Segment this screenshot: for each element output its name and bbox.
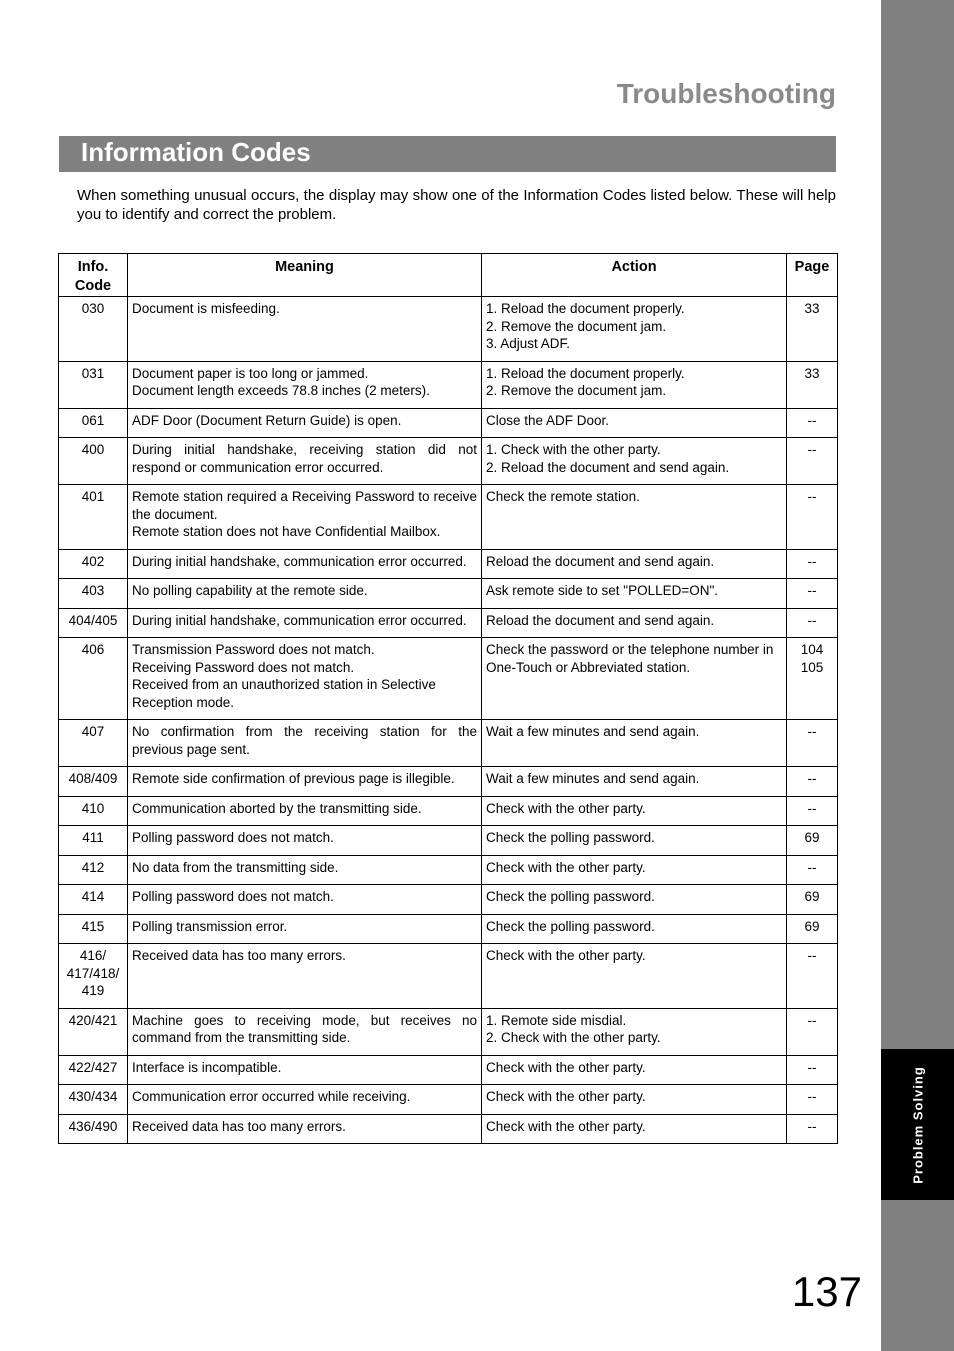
action-cell xyxy=(482,579,787,609)
info-code-cell: 436/490 xyxy=(59,1114,128,1144)
meaning-line: Document paper is too long or jammed. xyxy=(132,365,369,381)
action-cell xyxy=(482,297,787,362)
action-line: Ask remote side to set "POLLED=ON". xyxy=(486,583,719,598)
action-line: 2. Remove the document jam. xyxy=(486,383,667,398)
action-line: 1. Reload the document properly. xyxy=(486,365,685,381)
action-line: Wait a few minutes and send again. xyxy=(486,771,700,786)
info-code-cell: 404/405 xyxy=(59,608,128,638)
table-row xyxy=(59,579,838,609)
section-heading: Information Codes xyxy=(81,137,311,167)
table-row xyxy=(59,549,838,579)
meaning-line: Communication aborted by the transmitting side. xyxy=(132,800,422,816)
table-row xyxy=(59,408,838,438)
meaning-cell xyxy=(128,720,482,767)
meaning-line: No confirmation from the receiving station for the previous page sent. xyxy=(132,724,477,757)
header-info-code xyxy=(59,254,128,297)
info-code-cell: 407 xyxy=(59,720,128,767)
meaning-line: Receiving Password does not match. xyxy=(132,659,355,675)
page-ref: -- xyxy=(807,442,817,457)
meaning-line: No data from the transmitting side. xyxy=(132,859,339,875)
info-code-cell: 422/427 xyxy=(59,1055,128,1085)
meaning-line: Remote station required a Receiving Password to receive the document. xyxy=(132,489,477,522)
page-cell xyxy=(787,297,838,362)
page-cell xyxy=(787,1114,838,1144)
page-cell xyxy=(787,1055,838,1085)
page-cell xyxy=(787,361,838,408)
table-row xyxy=(59,297,838,362)
table-row xyxy=(59,767,838,797)
meaning-line: Machine goes to receiving mode, but receives no command from the transmitting side. xyxy=(132,1012,477,1045)
page-cell xyxy=(787,485,838,550)
meaning-cell xyxy=(128,608,482,638)
action-line: Reload the document and send again. xyxy=(486,553,715,569)
info-code-cell: 406 xyxy=(59,638,128,720)
page-ref: 33 xyxy=(804,301,820,316)
page-ref: -- xyxy=(807,1118,817,1134)
action-cell xyxy=(482,549,787,579)
action-cell xyxy=(482,638,787,720)
meaning-cell xyxy=(128,944,482,1009)
page-ref: -- xyxy=(807,1089,817,1104)
meaning-cell xyxy=(128,408,482,438)
meaning-line: Polling password does not match. xyxy=(132,830,334,845)
header-title: Troubleshooting xyxy=(616,78,836,109)
page-cell xyxy=(787,767,838,797)
meaning-line: Polling password does not match. xyxy=(132,889,334,904)
page-ref: -- xyxy=(807,948,817,963)
table-row xyxy=(59,361,838,408)
header-page: Page xyxy=(787,254,838,297)
info-code-cell: 402 xyxy=(59,549,128,579)
table-row xyxy=(59,1114,838,1144)
meaning-cell xyxy=(128,549,482,579)
action-line: 2. Remove the document jam. xyxy=(486,318,667,334)
page-ref: -- xyxy=(807,583,817,598)
meaning-cell xyxy=(128,361,482,408)
table-row xyxy=(59,826,838,856)
meaning-line: Received from an unauthorized station in Selective Reception mode. xyxy=(132,677,436,710)
page-cell xyxy=(787,855,838,885)
meaning-line: Polling transmission error. xyxy=(132,918,288,934)
meaning-cell xyxy=(128,826,482,856)
page-number: 137 xyxy=(791,1268,862,1315)
meaning-line: Remote side confirmation of previous page is illegible. xyxy=(132,771,455,786)
table-row xyxy=(59,944,838,1009)
section-heading-bar xyxy=(59,136,836,172)
page-cell xyxy=(787,914,838,944)
meaning-cell xyxy=(128,1114,482,1144)
info-code-cell: 031 xyxy=(59,361,128,408)
info-code-cell: 416/ 417/418/ 419 xyxy=(59,944,128,1009)
page-ref: -- xyxy=(807,489,817,504)
table-row xyxy=(59,914,838,944)
page-cell xyxy=(787,579,838,609)
page-ref: 105 xyxy=(800,659,824,675)
meaning-line: No polling capability at the remote side. xyxy=(132,583,368,598)
info-code-cell: 030 xyxy=(59,297,128,362)
table-row xyxy=(59,885,838,915)
meaning-line: Interface is incompatible. xyxy=(132,1059,282,1075)
action-line: Check with the other party. xyxy=(486,948,646,963)
meaning-line: Received data has too many errors. xyxy=(132,948,346,963)
page-cell xyxy=(787,608,838,638)
page-ref: -- xyxy=(807,1012,817,1028)
info-code-cell: 061 xyxy=(59,408,128,438)
action-cell xyxy=(482,1085,787,1115)
action-cell xyxy=(482,361,787,408)
page-ref: 69 xyxy=(804,918,820,934)
action-line: 2. Check with the other party. xyxy=(486,1030,661,1045)
meaning-cell xyxy=(128,796,482,826)
page-ref: 69 xyxy=(804,889,820,904)
action-line: Check the password or the telephone number in One-Touch or Abbreviated station. xyxy=(486,642,774,675)
info-code-cell: 401 xyxy=(59,485,128,550)
table-row xyxy=(59,1008,838,1055)
meaning-cell xyxy=(128,885,482,915)
action-line: Check the polling password. xyxy=(486,918,655,934)
action-line: Check with the other party. xyxy=(486,1089,646,1104)
action-cell xyxy=(482,1055,787,1085)
meaning-line: During initial handshake, communication error occurred. xyxy=(132,612,467,628)
page-cell xyxy=(787,796,838,826)
action-line: Check the remote station. xyxy=(486,489,640,504)
action-cell xyxy=(482,944,787,1009)
info-code-cell: 415 xyxy=(59,914,128,944)
table-row xyxy=(59,720,838,767)
page-ref: -- xyxy=(807,612,817,628)
meaning-cell xyxy=(128,297,482,362)
meaning-cell xyxy=(128,638,482,720)
action-cell xyxy=(482,1114,787,1144)
meaning-cell xyxy=(128,914,482,944)
page-ref: -- xyxy=(807,800,817,816)
action-cell xyxy=(482,914,787,944)
meaning-line: During initial handshake, communication error occurred. xyxy=(132,553,467,569)
action-cell xyxy=(482,408,787,438)
info-code-cell: 412 xyxy=(59,855,128,885)
page-cell xyxy=(787,720,838,767)
table-row xyxy=(59,638,838,720)
page-cell xyxy=(787,944,838,1009)
meaning-line: During initial handshake, receiving station did not respond or communication error occurred. xyxy=(132,442,477,475)
info-code-cell: 430/434 xyxy=(59,1085,128,1115)
action-line: Check with the other party. xyxy=(486,859,646,875)
meaning-cell xyxy=(128,579,482,609)
info-code-cell: 410 xyxy=(59,796,128,826)
page-cell xyxy=(787,1085,838,1115)
action-line: Reload the document and send again. xyxy=(486,612,715,628)
page-cell xyxy=(787,826,838,856)
info-code-cell: 400 xyxy=(59,438,128,485)
table-row xyxy=(59,485,838,550)
meaning-line: ADF Door (Document Return Guide) is open. xyxy=(132,412,402,428)
table-row xyxy=(59,438,838,485)
meaning-cell xyxy=(128,767,482,797)
table-row xyxy=(59,1085,838,1115)
page-cell xyxy=(787,638,838,720)
page-ref: 69 xyxy=(804,830,820,845)
action-line: Wait a few minutes and send again. xyxy=(486,724,700,739)
action-cell xyxy=(482,1008,787,1055)
action-line: 1. Check with the other party. xyxy=(486,442,661,457)
page-ref: -- xyxy=(807,859,817,875)
table-row xyxy=(59,855,838,885)
action-line: Check the polling password. xyxy=(486,889,655,904)
info-code-cell: 420/421 xyxy=(59,1008,128,1055)
header-meaning: Meaning xyxy=(128,254,482,297)
info-code-cell: 411 xyxy=(59,826,128,856)
action-line: Check with the other party. xyxy=(486,1059,646,1075)
meaning-cell xyxy=(128,485,482,550)
action-line: 2. Reload the document and send again. xyxy=(486,459,730,475)
action-cell xyxy=(482,608,787,638)
meaning-cell xyxy=(128,855,482,885)
action-cell xyxy=(482,885,787,915)
information-codes-table xyxy=(58,253,838,1144)
page-cell xyxy=(787,408,838,438)
page-cell xyxy=(787,885,838,915)
action-line: Close the ADF Door. xyxy=(486,412,610,428)
meaning-cell xyxy=(128,1085,482,1115)
action-cell xyxy=(482,485,787,550)
intro-paragraph: When something unusual occurs, the display may show one of the Information Codes listed below. These will help you to identify and correct the problem. xyxy=(77,187,836,223)
table-row xyxy=(59,796,838,826)
page-ref: -- xyxy=(807,412,817,428)
meaning-cell xyxy=(128,1055,482,1085)
page-ref: -- xyxy=(807,771,817,786)
info-code-cell: 408/409 xyxy=(59,767,128,797)
header-action: Action xyxy=(482,254,787,297)
action-line: Check with the other party. xyxy=(486,1118,646,1134)
page-ref: 104 xyxy=(800,642,824,657)
table-row xyxy=(59,1055,838,1085)
chapter-tab xyxy=(881,1049,954,1200)
action-line: Check with the other party. xyxy=(486,800,646,816)
page-cell xyxy=(787,1008,838,1055)
action-cell xyxy=(482,796,787,826)
action-line: 1. Reload the document properly. xyxy=(486,301,685,316)
header-info-code-label: Info. Code xyxy=(74,259,112,294)
table-header-row xyxy=(59,254,838,297)
page-ref: 33 xyxy=(804,365,820,381)
page-cell xyxy=(787,438,838,485)
meaning-line: Transmission Password does not match. xyxy=(132,642,375,657)
action-line: 1. Remote side misdial. xyxy=(486,1012,627,1028)
meaning-cell xyxy=(128,1008,482,1055)
action-line: 3. Adjust ADF. xyxy=(486,336,571,351)
info-code-cell: 414 xyxy=(59,885,128,915)
action-cell xyxy=(482,767,787,797)
page-ref: -- xyxy=(807,724,817,739)
page-cell xyxy=(787,549,838,579)
meaning-line: Remote station does not have Confidential Mailbox. xyxy=(132,524,441,539)
action-cell xyxy=(482,438,787,485)
action-cell xyxy=(482,720,787,767)
meaning-line: Received data has too many errors. xyxy=(132,1118,346,1134)
meaning-line: Document is misfeeding. xyxy=(132,301,280,316)
meaning-line: Communication error occurred while receiving. xyxy=(132,1089,411,1104)
info-code-cell: 403 xyxy=(59,579,128,609)
page-ref: -- xyxy=(807,553,817,569)
meaning-line: Document length exceeds 78.8 inches (2 meters). xyxy=(132,383,430,398)
action-line: Check the polling password. xyxy=(486,830,655,845)
action-cell xyxy=(482,826,787,856)
action-cell xyxy=(482,855,787,885)
page-ref: -- xyxy=(807,1059,817,1075)
chapter-tab-label: Problem Solving xyxy=(910,1065,925,1184)
meaning-cell xyxy=(128,438,482,485)
table-row xyxy=(59,608,838,638)
